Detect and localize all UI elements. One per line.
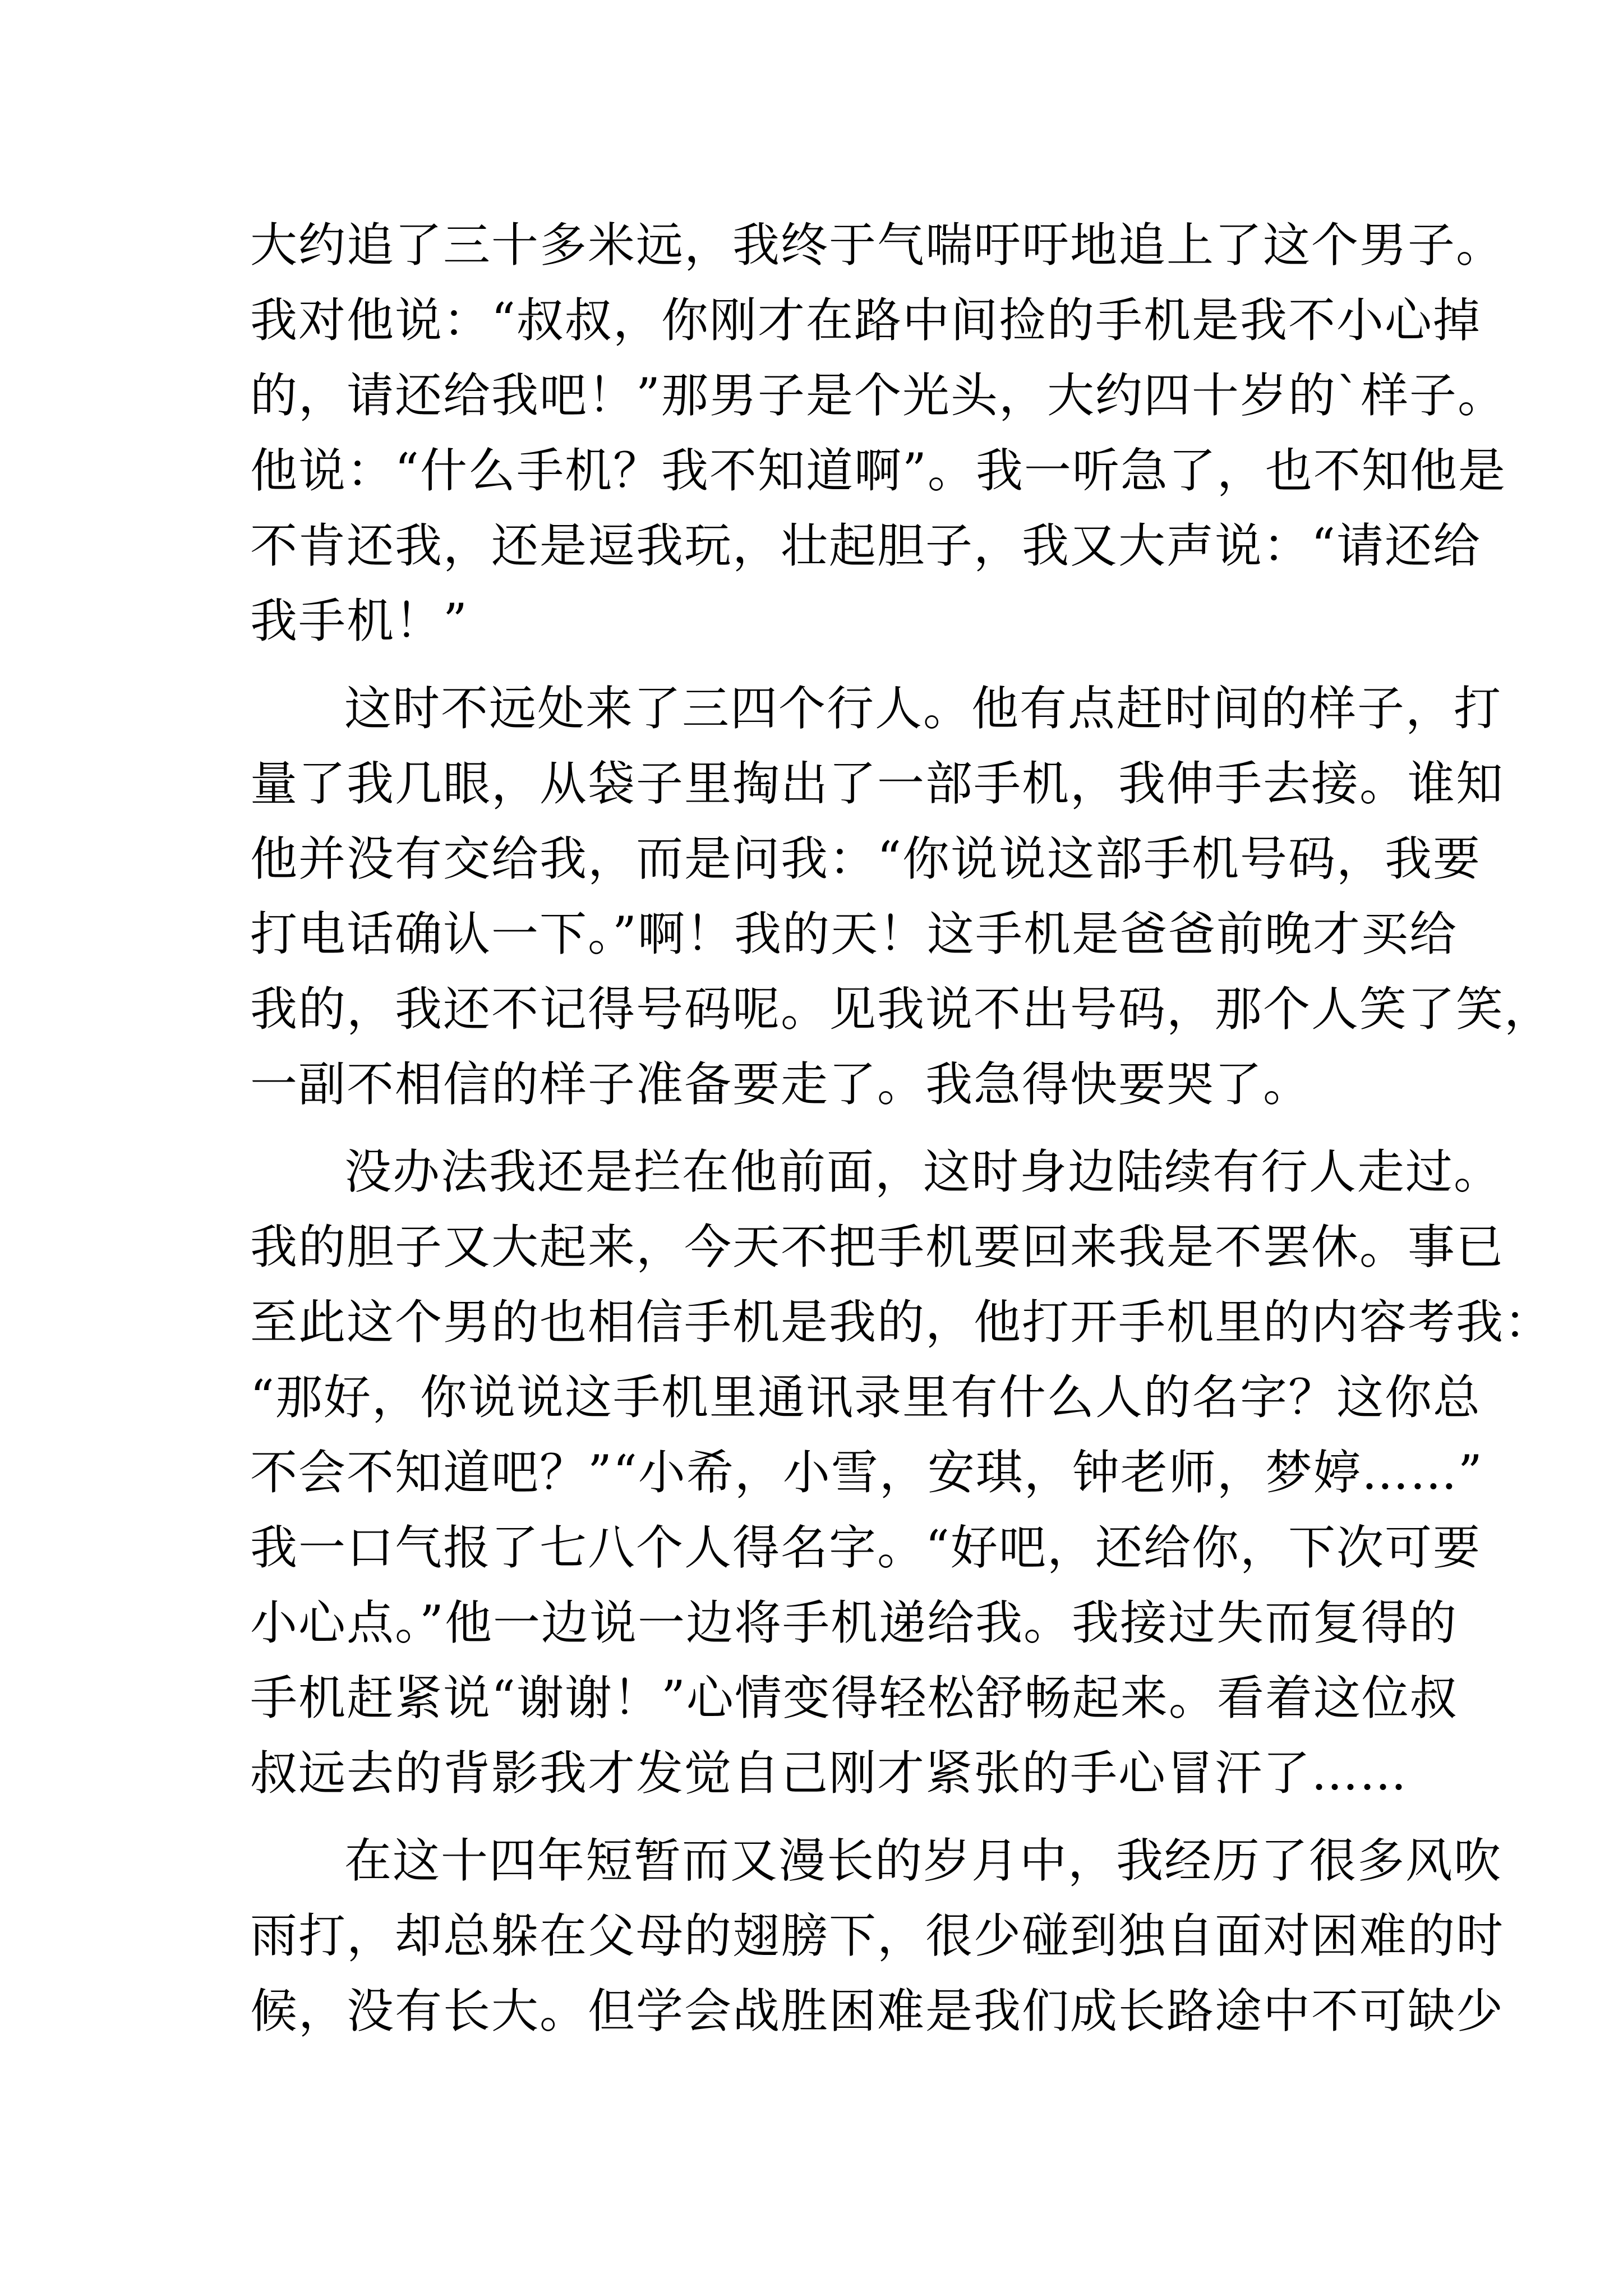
text-line: 量了我几眼，从袋子里掏出了一部手机，我伸手去接。谁知 xyxy=(250,756,1505,811)
text-line: 我一口气报了七八个人得名字。“好吧，还给你，下次可要 xyxy=(250,1520,1481,1575)
text-line: 他说：“什么手机？我不知道啊”。我一听急了，也不知他是 xyxy=(250,443,1506,498)
text-line: 他并没有交给我，而是问我：“你说说这部手机号码，我要 xyxy=(250,831,1481,886)
text-line: 叔远去的背影我才发觉自己刚才紧张的手心冒汗了…… xyxy=(250,1746,1408,1801)
paragraph-1 xyxy=(250,208,1506,659)
text-line: 大约追了三十多米远，我终于气喘吁吁地追上了这个男子。 xyxy=(250,218,1505,273)
text-line: “那好，你说说这手机里通讯录里有什么人的名字？这你总 xyxy=(250,1370,1481,1425)
text-line: 手机赶紧说“谢谢！”心情变得轻松舒畅起来。看着这位叔 xyxy=(250,1671,1458,1726)
text-line: 我的，我还不记得号码呢。见我说不出号码，那个人笑了笑， xyxy=(250,982,1553,1037)
text-line: 一副不相信的样子准备要走了。我急得快要哭了。 xyxy=(250,1057,1312,1112)
text-line: 候，没有长大。但学会战胜困难是我们成长路途中不可缺少 xyxy=(250,1984,1505,2039)
text-line: 打电话确认一下。”啊！我的天！这手机是爸爸前晚才买给 xyxy=(250,907,1458,961)
text-line: 不肯还我，还是逗我玩，壮起胆子，我又大声说：“请还给 xyxy=(250,518,1481,573)
text-line: 我的胆子又大起来，今天不把手机要回来我是不罢休。事已 xyxy=(250,1220,1505,1274)
text-line: 没办法我还是拦在他前面，这时身边陆续有行人走过。 xyxy=(344,1144,1502,1199)
text-line: 至此这个男的也相信手机是我的，他打开手机里的内容考我： xyxy=(250,1295,1553,1350)
essay-body xyxy=(250,208,1553,2061)
paragraph-4 xyxy=(250,1823,1505,2049)
paragraph-3 xyxy=(250,1134,1553,1811)
text-line: 小心点。”他一边说一边将手机递给我。我接过失而复得的 xyxy=(250,1595,1458,1650)
text-line: 的，请还给我吧！”那男子是个光头，大约四十岁的`样子。 xyxy=(250,368,1506,423)
text-line: 在这十四年短暂而又漫长的岁月中，我经历了很多风吹 xyxy=(344,1833,1502,1888)
text-line: 雨打，却总躲在父母的翅膀下，很少碰到独自面对困难的时 xyxy=(250,1908,1505,1963)
text-line: 不会不知道吧？”“小希，小雪，安琪，钟老师，梦婷……” xyxy=(250,1445,1483,1500)
text-line: 这时不远处来了三四个行人。他有点赶时间的样子，打 xyxy=(344,681,1502,736)
text-line: 我手机！” xyxy=(250,593,468,648)
text-line: 我对他说：“叔叔，你刚才在路中间捡的手机是我不小心掉 xyxy=(250,293,1481,348)
paragraph-2 xyxy=(250,671,1553,1122)
